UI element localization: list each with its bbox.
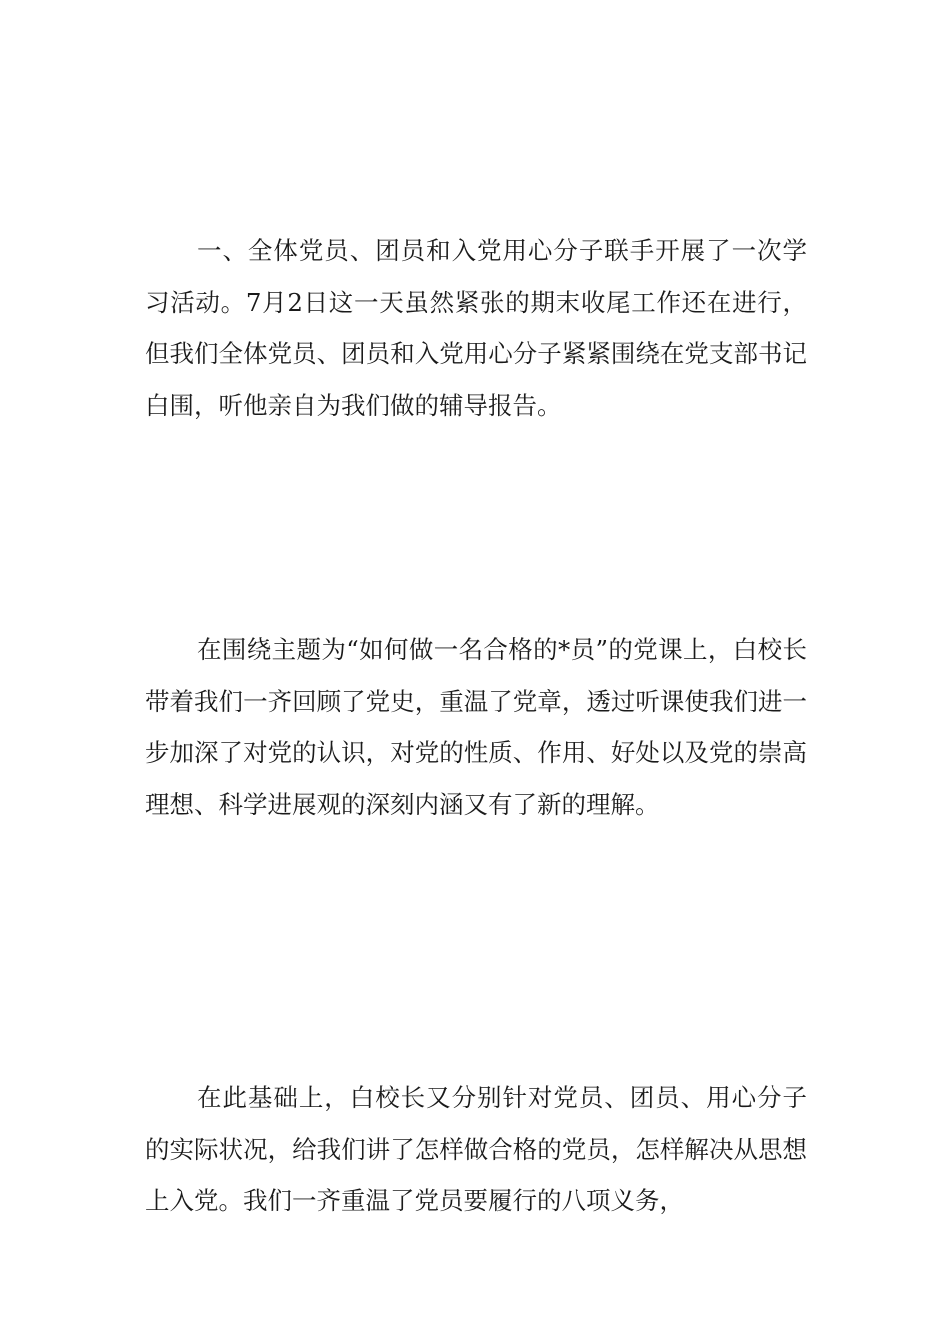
paragraph-member-duties: 在此基础上，白校长又分别针对党员、团员、用心分子的实际状况，给我们讲了怎样做合格的党员，怎样解决从思想上入党。我们一齐重温了党员要履行的八项义务， — [145, 1083, 807, 1215]
paragraph-study-activity: 一、全体党员、团员和入党用心分子联手开展了一次学习活动。7月2日这一天虽然紧张的期末收尾工作还在进行，但我们全体党员、团员和入党用心分子紧紧围绕在党支部书记白围，听他亲自为我们做的辅导报告。 — [145, 236, 807, 420]
paragraph-party-lesson: 在围绕主题为“如何做一名合格的*员”的党课上，白校长带着我们一齐回顾了党史，重温了党章，透过听课使我们进一步加深了对党的认识，对党的性质、作用、好处以及党的崇高理想、科学进展观的深刻内涵又有了新的理解。 — [145, 635, 807, 819]
